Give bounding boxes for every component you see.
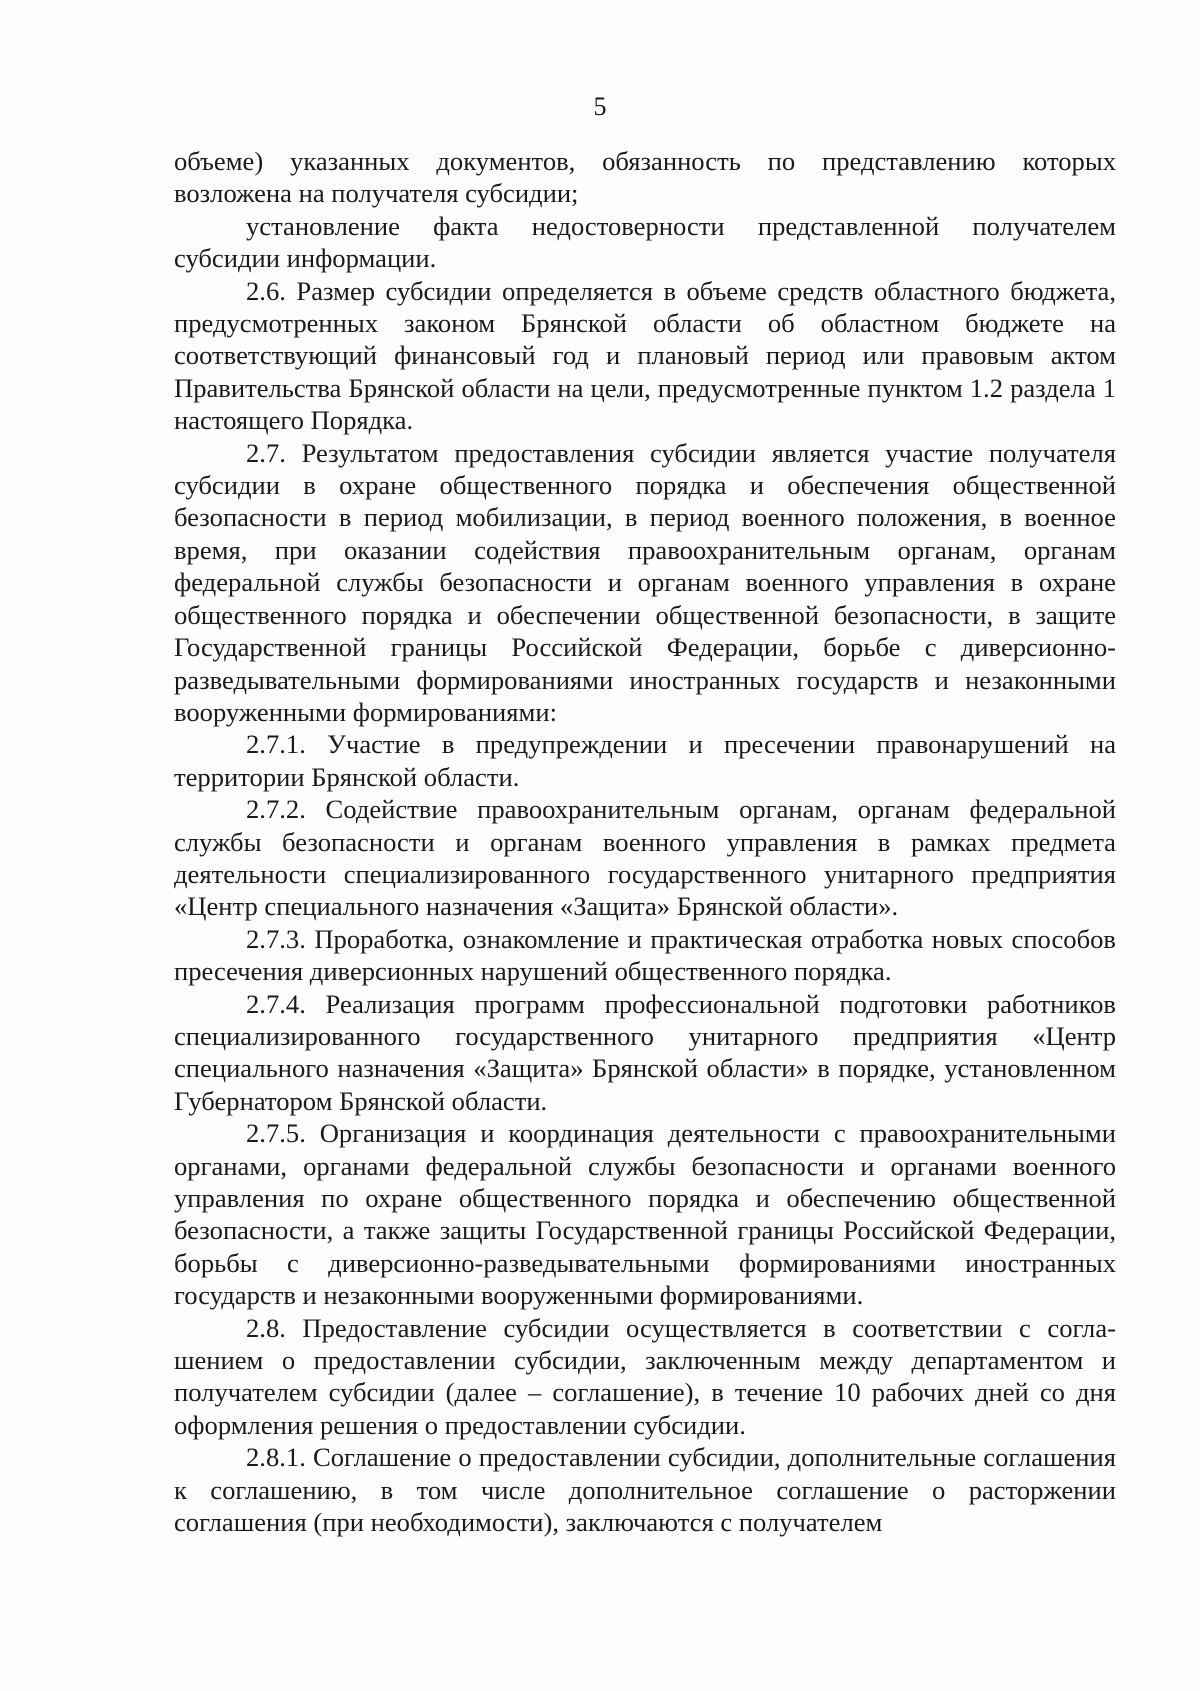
paragraph-2-8: 2.8. Предоставление субсидии осуществляется в соответствии с соглашением о предоставлении субсидии, заключенным между департаментом и получателем субсидии (далее – соглашение), в течение 10 рабочих дней со дня оформления решения о предоставлении субсидии. — [174, 1312, 1116, 1440]
paragraph-2-7-2: 2.7.2. Содействие правоохранительным органам, органам федеральной службы безопасности и органам военного управления в рамках предмета деятельности специализированного государственного унитарного предприятия «Центр специального назначения «Защита» Брянской области». — [174, 794, 1116, 922]
paragraph-2-8-1: 2.8.1. Соглашение о предоставлении субсидии, дополнительные соглашения к соглашению, в том числе дополнительное соглашение о расторжении соглашения (при необходимости), заключаются с получателем — [174, 1442, 1116, 1538]
document-body — [174, 145, 1116, 1538]
paragraph-continuation: объеме) указанных документов, обязанность по представлению которых возложена на получателя субсидии; — [174, 146, 1116, 209]
paragraph-2-6: 2.6. Размер субсидии определяется в объеме средств областного бюджета, предусмотренных законом Брянской области об областном бюджете на соответствующий финансовый год и плановый период или правовым актом Правительства Брянской области на цели, предусмотренные пунктом 1.2 раздела 1 настоящего Порядка. — [174, 275, 1116, 436]
paragraph-2-7-3: 2.7.3. Проработка, ознакомление и практическая отработка новых способов пресечения диверсионных нарушений общественного порядка. — [174, 923, 1116, 987]
paragraph-false-info: установление факта недостоверности представленной получателем субсидии информации. — [174, 210, 1116, 274]
paragraph-2-7-1: 2.7.1. Участие в предупреждении и пресечении правонарушений на территории Брянской области. — [174, 729, 1116, 792]
paragraph-2-7-4: 2.7.4. Реализация программ профессиональной подготовки работников специализированного государственного унитарного предприятия «Центр специального назначения «Защита» Брянской области» в порядке, установленном Губернатором Брянской области. — [174, 988, 1116, 1116]
paragraph-2-7-5: 2.7.5. Организация и координация деятельности с правоохранительными органами, органами федеральной службы безопасности и органами военного управления по охране общественного порядка и обеспечению общественной безопасности, а также защиты Государственной границы Российской Федерации, борьбы с диверсионно-разведывательными формированиями иностранных государств и незаконными вооруженными формированиями. — [174, 1118, 1116, 1311]
page-number: 5 — [593, 92, 607, 121]
paragraph-2-7: 2.7. Результатом предоставления субсидии является участие получателя субсидии в охране общественного порядка и обеспечения общественной безопасности в период мобилизации, в период военного положения, в военное время, при оказании содействия правоохранительным органам, органам федеральной службы безопасности и органам военного управления в охране общественного порядка и обеспечении общественной безопасности, в защите Государственной границы Российской Федерации, борьбе с диверсионно-разведывательными формированиями иностранных государств и незаконными вооруженными формированиями: — [174, 437, 1116, 727]
